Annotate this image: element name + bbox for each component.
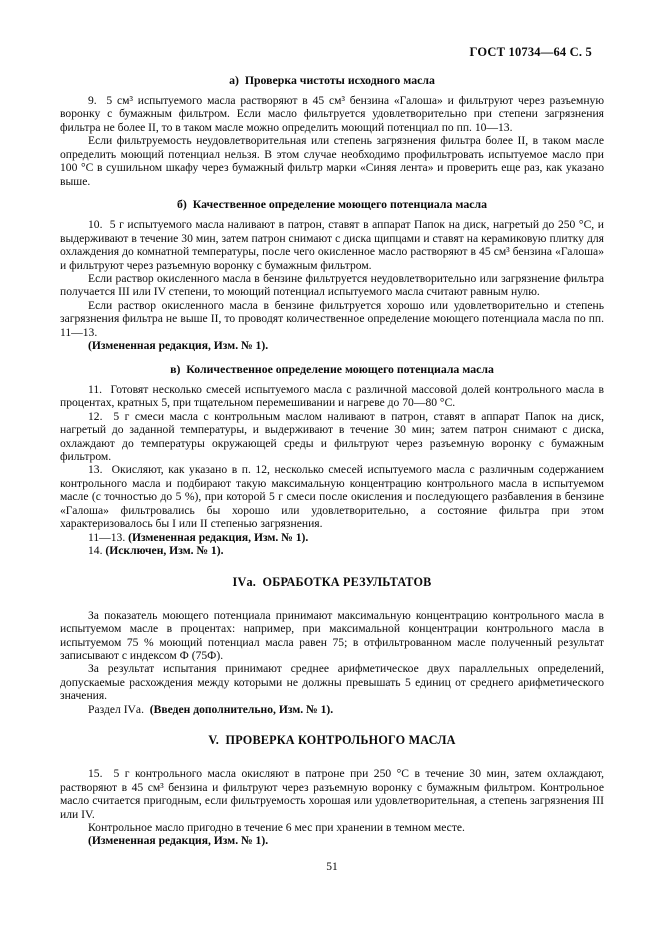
paragraph-9-continued: Если фильтруемость неудовлетворительная или степень загрязнения фильтра более II, в таком масле определить моющий потенциал нельзя. В этом случае необходимо профильтровать испытуемое масло при 100 °С в сушильном шкафу через бумажный фильтр марки «Синяя лента» и проверить еще раз, как указано выше. bbox=[60, 134, 604, 188]
section-b-heading: б) Качественное определение моющего потенциала масла bbox=[176, 197, 487, 212]
amendment-note-text: (Исключен, Изм. № 1). bbox=[105, 544, 224, 558]
section-iva bbox=[60, 575, 604, 717]
paragraph-13: 13. Окисляют, как указано в п. 12, несколько смесей испытуемого масла с различным содержанием контрольного масла и подбирают такую максимальную концентрацию контрольного масла в испытуемом масле (с точностью до 5 %), при которой 5 г смеси после окисления и последующего разбавления в бензине «Галоша» фильтровались бы хорошо или удовлетворительно, а состояние фильтра при этом характеризовалось бы I или II степенью загрязнения. bbox=[60, 463, 604, 531]
section-a-heading: а) Проверка чистоты исходного масла bbox=[229, 73, 435, 87]
amendment-note-final bbox=[60, 834, 604, 847]
paragraph-10: 10. 5 г испытуемого масла наливают в патрон, ставят в аппарат Папок на диск, нагретый до 250 °С, и выдерживают в течение 30 мин, затем патрон снимают с диска щипцами и ставят на керамиковую плитку для охлаждения до комнатной температуры, после чего окисленное масло растворяют в 45 см³ бензина «Галоша» и фильтруют через разъемную воронку с бумажным фильтром. bbox=[60, 218, 604, 272]
paragraph-12: 12. 5 г смеси масла с контрольным маслом наливают в патрон, ставят в аппарат Папок на диск, нагретый до заданной температуры, и выдерживают в течение 30 мин; затем патрон снимают с диска, охлаждают до температуры окружающей среды и фильтруют через разъемную воронку с бумажным фильтром. bbox=[60, 409, 604, 463]
section-b bbox=[60, 197, 604, 353]
paragraph-9: 9. 5 см³ испытуемого масла растворяют в 45 см³ бензина «Галоша» и фильтруют через разъемную воронку с бумажным фильтром. Если масло фильтруется удовлетворительно при степени загрязнения фильтра не более II, то в таком масле можно определить моющий потенциал по пп. 10—13. bbox=[60, 94, 604, 134]
amendment-note-razdel-iva bbox=[60, 703, 604, 716]
amendment-note-11-13 bbox=[60, 531, 604, 544]
paragraph-15: 15. 5 г контрольного масла окисляют в патроне при 250 °С в течение 30 мин, затем охлаждают, растворяют в 45 см³ бензина и фильтруют через разъемную воронку с бумажным фильтром. Контрольное масло считается пригодным, если фильтруемость хорошая или удовлетворительная, а степень загрязнения III или IV. bbox=[60, 767, 604, 821]
section-5-heading: V. ПРОВЕРКА КОНТРОЛЬНОГО МАСЛА bbox=[208, 733, 456, 748]
amendment-note-text: (Измененная редакция, Изм. № 1). bbox=[88, 339, 269, 353]
document-header: ГОСТ 10734—64 С. 5 bbox=[469, 45, 592, 59]
paragraph-iva-1: За показатель моющего потенциала принимают максимальную концентрацию контрольного масла в испытуемом масле в процентах: например, при максимальной концентрации контрольного масла в испытуемом 75 % моющий потенциал масла равен 75; в отфильтрованном масле полученный результат записывают с индексом Ф (75Ф). bbox=[60, 608, 604, 662]
amendment-note bbox=[60, 339, 604, 352]
section-v-heading: в) Количественное определение моющего потенциала масла bbox=[170, 361, 494, 376]
amendment-prefix: 14. bbox=[88, 544, 106, 558]
amendment-prefix: 11—13. bbox=[88, 530, 129, 544]
paragraph-10-continued: Если раствор окисленного масла в бензине фильтруется неудовлетворительно или загрязнение фильтра получается III или IV степени, то моющий потенциал испытуемого масла считают равным нулю. bbox=[60, 271, 604, 299]
paragraph-10-continued-2: Если раствор окисленного масла в бензине фильтруется хорошо или удовлетворительно и степень загрязнения фильтра не выше II, то проводят количественное определение моющего потенциала масла по пп. 11—13. bbox=[60, 298, 604, 339]
amendment-prefix: Раздел IVа. bbox=[88, 702, 150, 716]
section-iva-heading: IVа. ОБРАБОТКА РЕЗУЛЬТАТОВ bbox=[232, 574, 432, 589]
amendment-note-text: (Введен дополнительно, Изм. № 1). bbox=[149, 702, 334, 716]
amendment-note-14 bbox=[60, 544, 604, 557]
amendment-note-text: (Измененная редакция, Изм. № 1). bbox=[128, 530, 309, 544]
paragraph-11: 11. Готовят несколько смесей испытуемого масла с различной массовой долей контрольного масла в процентах, кратных 5, при тщательном перемешивании и нагреве до 70—80 °С. bbox=[60, 382, 604, 410]
section-a bbox=[60, 73, 604, 188]
amendment-note-text: (Измененная редакция, Изм. № 1). bbox=[88, 834, 269, 848]
paragraph-iva-2: За результат испытания принимают среднее арифметическое двух параллельных определений, допускаемые расхождения между которыми не должны превышать 5 единиц от среднего арифметического значения. bbox=[60, 662, 604, 703]
page-number: 51 bbox=[326, 860, 338, 873]
section-v bbox=[60, 362, 604, 558]
paragraph-15-continued: Контрольное масло пригодно в течение 6 мес при хранении в темном месте. bbox=[88, 821, 465, 835]
section-5 bbox=[60, 733, 604, 848]
